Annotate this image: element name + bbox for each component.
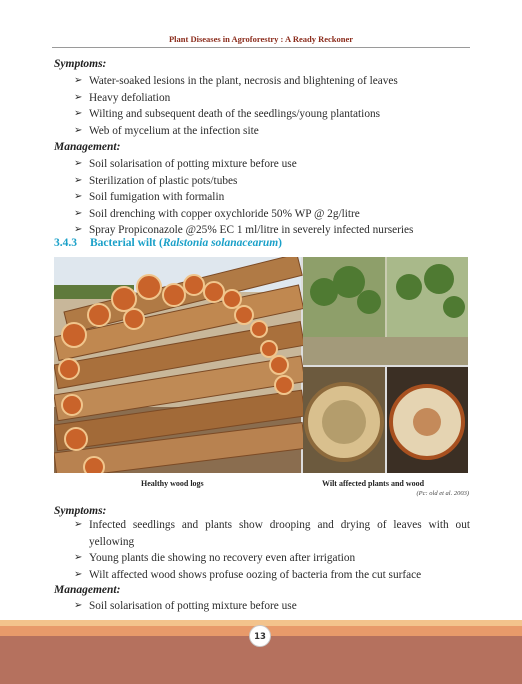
running-header: Plant Diseases in Agroforestry : A Ready Reckoner [168,34,354,44]
symptoms-list [74,73,474,139]
symptoms-heading: Symptoms: [54,58,107,70]
arrow-bullet-icon: ➢ [74,158,83,169]
caption-right: Wilt affected plants and wood [322,479,425,488]
list-item: ➢ Infected seedlings and plants show drooping and drying of leaves with out yellowing [74,519,470,548]
header-rule [52,47,470,48]
list-item: ➢ Wilt affected wood shows profuse oozing of bacteria from the cut surface [74,567,470,584]
symptoms-list [74,517,470,583]
arrow-bullet-icon: ➢ [74,91,83,103]
list-item: ➢ Soil solarisation of potting mixture before use [74,598,474,615]
arrow-bullet-icon: ➢ [74,568,83,580]
list-item: ➢ Sterilization of plastic pots/tubes [74,173,474,190]
arrow-bullet-icon: ➢ [74,224,83,236]
arrow-bullet-icon: ➢ [74,552,83,564]
caption-left: Healthy wood logs [141,479,204,488]
list-item: ➢ Soil fumigation with formalin [74,189,474,206]
list-item: ➢ Water-soaked lesions in the plant, necrosis and blightening of leaves [74,73,474,90]
list-item: ➢ Soil solarisation of potting mixture before use [74,156,474,173]
management-heading: Management: [54,584,121,596]
list-item: ➢ Web of mycelium at the infection site [74,123,474,140]
section-title-end: ) [278,237,282,249]
list-item: ➢ Young plants die showing no recovery even after irrigation [74,550,470,567]
arrow-bullet-icon: ➢ [74,207,83,219]
symptoms-heading: Symptoms: [54,505,107,517]
arrow-bullet-icon: ➢ [74,174,83,186]
section-title [54,237,282,249]
photo-credit: (Pc: old et al. 2003) [416,490,469,497]
list-item: ➢ Wilting and subsequent death of the seedlings/young plantations [74,106,474,123]
list-item: ➢ Spray Propiconazole @25% EC 1 ml/litre in severely infected nurseries [74,222,474,239]
arrow-bullet-icon: ➢ [74,124,83,136]
arrow-bullet-icon: ➢ [74,600,83,611]
page-number: 13 [249,625,271,647]
management-heading: Management: [54,141,121,153]
section-title-text: Bacterial wilt ( [90,237,163,249]
scientific-name: Ralstonia solanacearum [162,237,279,249]
list-item: ➢ Heavy defoliation [74,90,474,107]
arrow-bullet-icon: ➢ [74,191,83,203]
list-item: ➢ Soil drenching with copper oxychloride 50% WP @ 2g/litre [74,206,474,223]
arrow-bullet-icon: ➢ [74,75,83,86]
management-list [74,598,474,615]
arrow-bullet-icon: ➢ [74,519,83,530]
figure-photo [54,257,468,473]
section-number: 3.4.3 [54,237,77,249]
arrow-bullet-icon: ➢ [74,108,83,120]
management-list [74,156,474,239]
